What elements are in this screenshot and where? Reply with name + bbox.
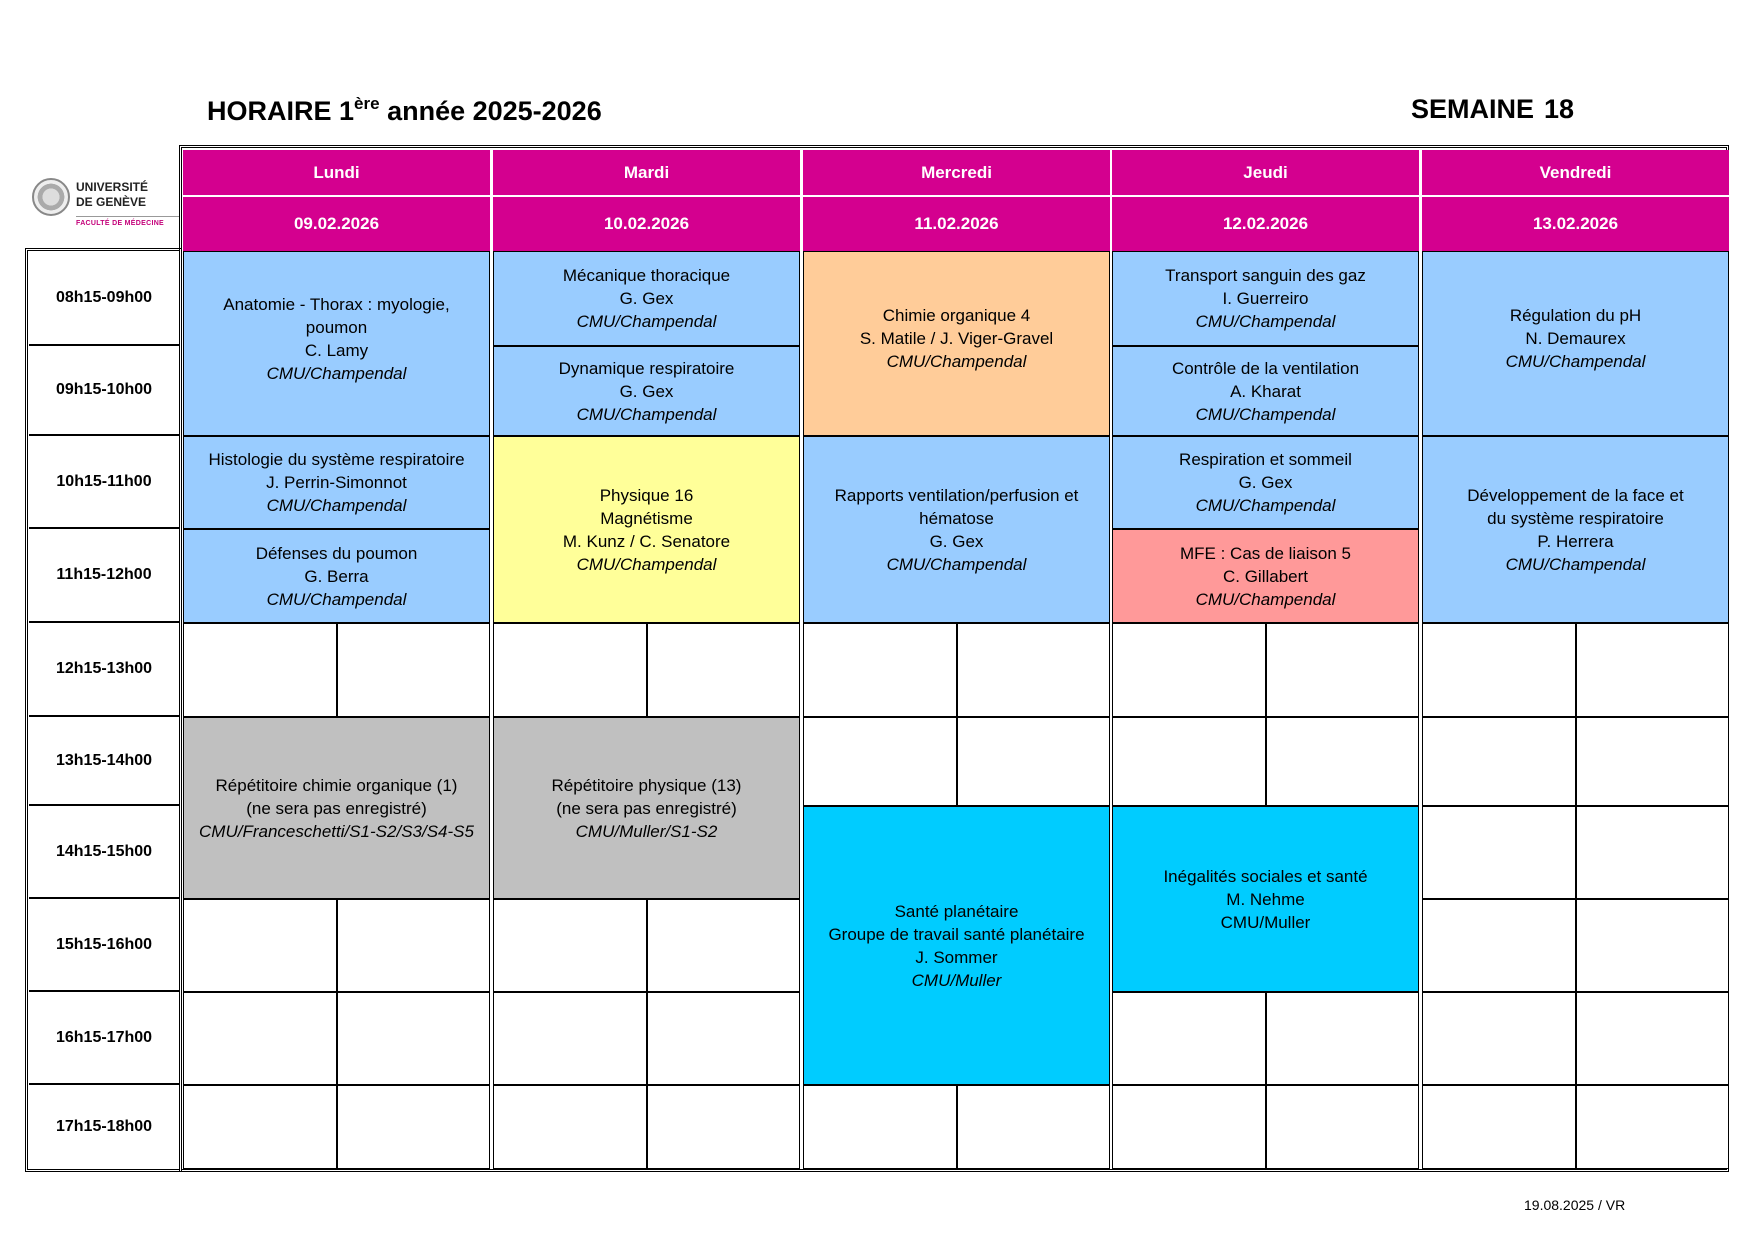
time-slot-label: 11h15-12h00: [29, 529, 179, 623]
empty-cell: [1576, 717, 1730, 806]
empty-cell: [1422, 623, 1576, 717]
course-line: Régulation du pH: [1509, 306, 1642, 325]
course-line: Développement de la face et: [1467, 485, 1684, 505]
day-header-1: Mardi: [493, 150, 800, 197]
course-location: CMU/Champendal: [266, 496, 407, 515]
course-block: [183, 529, 490, 623]
day-date-4: 13.02.2026: [1422, 197, 1729, 251]
time-slot-label: 16h15-17h00: [29, 992, 179, 1085]
course-block: [803, 251, 1110, 436]
empty-cell: [337, 992, 491, 1085]
empty-cell: [493, 623, 647, 717]
empty-cell: [1112, 1085, 1266, 1169]
course-location: CMU/Champendal: [1195, 404, 1336, 424]
course-line: G. Gex: [1238, 473, 1293, 492]
empty-cell: [1576, 623, 1730, 717]
course-line: N. Demaurex: [1525, 329, 1626, 348]
empty-cell: [337, 1085, 491, 1169]
university-seal-icon: [32, 178, 70, 216]
course-text: [1506, 304, 1646, 373]
empty-cell: [183, 992, 337, 1085]
course-location: CMU/Champendal: [1195, 496, 1336, 515]
course-line: Physique 16: [599, 485, 694, 505]
empty-cell: [183, 899, 337, 992]
course-location: CMU/Champendal: [266, 589, 407, 609]
empty-cell: [1576, 806, 1730, 899]
empty-cell: [1266, 1085, 1420, 1169]
empty-cell: [1576, 899, 1730, 992]
course-line: Répétitoire chimie organique (1): [215, 775, 458, 795]
course-text: [563, 264, 730, 333]
empty-cell: [183, 1085, 337, 1169]
course-line: G. Gex: [619, 381, 674, 401]
course-text: [256, 542, 418, 611]
day-date-0: 09.02.2026: [183, 197, 490, 251]
course-line: Anatomie - Thorax : myologie,: [223, 294, 450, 314]
course-text: [208, 448, 464, 517]
day-date-3: 12.02.2026: [1112, 197, 1419, 251]
empty-cell: [647, 899, 801, 992]
course-text: [559, 357, 735, 426]
course-location: CMU/Champendal: [886, 554, 1027, 574]
course-location: CMU/Champendal: [886, 352, 1027, 371]
course-block: [493, 436, 800, 623]
course-block: [183, 717, 490, 899]
time-slot-label: 13h15-14h00: [29, 717, 179, 806]
empty-cell: [183, 623, 337, 717]
day-date-1: 10.02.2026: [493, 197, 800, 251]
week-number: 18: [1544, 94, 1575, 124]
empty-cell: [1422, 992, 1576, 1085]
course-line: hématose: [919, 508, 994, 528]
empty-cell: [337, 623, 491, 717]
course-line: Inégalités sociales et santé: [1163, 866, 1368, 886]
course-block: [803, 436, 1110, 623]
course-location: CMU/Champendal: [1195, 589, 1336, 609]
course-line: Chimie organique 4: [882, 306, 1031, 325]
time-slot-label: 12h15-13h00: [29, 623, 179, 717]
course-text: [1165, 264, 1366, 333]
course-line: MFE : Cas de liaison 5: [1179, 543, 1351, 563]
course-location: CMU/Franceschetti/S1-S2/S3/S4-S5: [199, 821, 474, 841]
course-block: [1422, 436, 1729, 623]
course-text: [1163, 865, 1367, 934]
day-date-2: 11.02.2026: [803, 197, 1110, 251]
empty-cell: [337, 899, 491, 992]
course-line: S. Matile / J. Viger-Gravel: [859, 329, 1054, 348]
course-line: Répétitoire physique (13): [551, 775, 742, 795]
course-line: Histologie du système respiratoire: [208, 450, 465, 469]
course-text: [199, 774, 474, 843]
course-line: I. Guerreiro: [1222, 289, 1309, 308]
empty-cell: [493, 992, 647, 1085]
empty-cell: [957, 717, 1111, 806]
course-text: [223, 293, 449, 385]
course-block: [1112, 806, 1419, 992]
page-title: HORAIRE 1ère année 2025-2026: [207, 94, 602, 126]
course-text: [1467, 484, 1683, 576]
empty-cell: [1422, 899, 1576, 992]
course-line: Respiration et sommeil: [1179, 450, 1352, 469]
time-slot-label: 17h15-18h00: [55, 1118, 153, 1135]
empty-cell: [1266, 717, 1420, 806]
course-block: [1112, 251, 1419, 346]
empty-cell: [1112, 717, 1266, 806]
empty-cell: [957, 1085, 1111, 1169]
course-line: A. Kharat: [1230, 381, 1301, 401]
empty-cell: [1576, 992, 1730, 1085]
course-line: Santé planétaire: [894, 901, 1019, 921]
course-line: J. Sommer: [915, 947, 998, 967]
course-line: C. Lamy: [304, 340, 369, 360]
course-block: [493, 717, 800, 899]
course-line: Défenses du poumon: [255, 543, 418, 563]
course-line: Dynamique respiratoire: [558, 358, 735, 378]
course-block: [1112, 436, 1419, 529]
course-location: CMU/Muller/S1-S2: [575, 821, 718, 841]
course-line: C. Gillabert: [1222, 566, 1308, 586]
time-slot-label: 14h15-15h00: [29, 806, 179, 899]
course-location: CMU/Champendal: [576, 554, 717, 574]
course-line: (ne sera pas enregistré): [556, 798, 737, 818]
time-slot-label: 10h15-11h00: [29, 436, 179, 529]
empty-cell: [493, 899, 647, 992]
day-header-0: Lundi: [183, 150, 490, 197]
course-text: [1179, 448, 1352, 517]
course-text: [828, 900, 1084, 992]
course-location: CMU/Champendal: [1505, 554, 1646, 574]
course-location: CMU/Muller: [911, 970, 1002, 990]
course-line: Magnétisme: [600, 508, 693, 528]
course-line: J. Perrin-Simonnot: [266, 473, 407, 492]
empty-cell: [1112, 992, 1266, 1085]
course-line: G. Gex: [929, 531, 984, 551]
course-block: [493, 251, 800, 346]
day-header-3: Jeudi: [1112, 150, 1419, 197]
course-block: [803, 806, 1110, 1085]
course-line: M. Nehme: [1226, 889, 1305, 909]
course-line: poumon: [305, 317, 368, 337]
course-line: Transport sanguin des gaz: [1165, 266, 1366, 285]
week-label: SEMAINE 18: [1411, 94, 1575, 124]
course-line: P. Herrera: [1537, 531, 1614, 551]
course-text: [860, 304, 1053, 373]
empty-cell: [1266, 992, 1420, 1085]
course-text: [1172, 357, 1359, 426]
empty-cell: [1576, 1085, 1730, 1169]
empty-cell: [1422, 1085, 1576, 1169]
empty-cell: [957, 623, 1111, 717]
course-block: [493, 346, 800, 436]
university-logo: UNIVERSITÉ DE GENÈVE FACULTÉ DE MÉDECINE: [30, 176, 180, 232]
course-location: CMU/Champendal: [1195, 312, 1336, 331]
empty-cell: [803, 717, 957, 806]
day-header-4: Vendredi: [1422, 150, 1729, 197]
empty-cell: [1422, 806, 1576, 899]
course-location: CMU/Champendal: [266, 363, 407, 383]
course-location: CMU/Champendal: [576, 312, 717, 331]
day-header-2: Mercredi: [803, 150, 1110, 197]
course-block: [1112, 346, 1419, 436]
empty-cell: [647, 1085, 801, 1169]
empty-cell: [803, 1085, 957, 1169]
empty-cell: [803, 623, 957, 717]
course-line: Mécanique thoracique: [562, 266, 731, 285]
course-text: [1180, 542, 1351, 611]
time-slot-label: 08h15-09h00: [29, 251, 179, 346]
course-line: M. Kunz / C. Senatore: [562, 531, 731, 551]
course-block: [183, 436, 490, 529]
time-slot-label: 15h15-16h00: [29, 899, 179, 992]
time-slot-label: 09h15-10h00: [29, 346, 179, 436]
course-line: (ne sera pas enregistré): [246, 798, 427, 818]
footer-revision: 19.08.2025 / VR: [1524, 1197, 1626, 1213]
empty-cell: [647, 992, 801, 1085]
empty-cell: [1266, 623, 1420, 717]
course-line: Rapports ventilation/perfusion et: [834, 485, 1079, 505]
course-text: [563, 484, 730, 576]
course-line: du système respiratoire: [1487, 508, 1664, 528]
course-block: [1422, 251, 1729, 436]
course-location: CMU/Champendal: [576, 404, 717, 424]
course-line: G. Gex: [619, 289, 674, 308]
empty-cell: [493, 1085, 647, 1169]
course-text: [835, 484, 1079, 576]
course-block: [1112, 529, 1419, 623]
course-location: CMU/Champendal: [1505, 352, 1646, 371]
empty-cell: [1112, 623, 1266, 717]
course-line: CMU/Muller: [1220, 912, 1311, 932]
course-line: Contrôle de la ventilation: [1171, 358, 1360, 378]
empty-cell: [1422, 717, 1576, 806]
empty-cell: [647, 623, 801, 717]
course-text: [552, 774, 742, 843]
course-block: [183, 251, 490, 436]
course-line: G. Berra: [304, 566, 369, 586]
course-line: Groupe de travail santé planétaire: [828, 924, 1085, 944]
